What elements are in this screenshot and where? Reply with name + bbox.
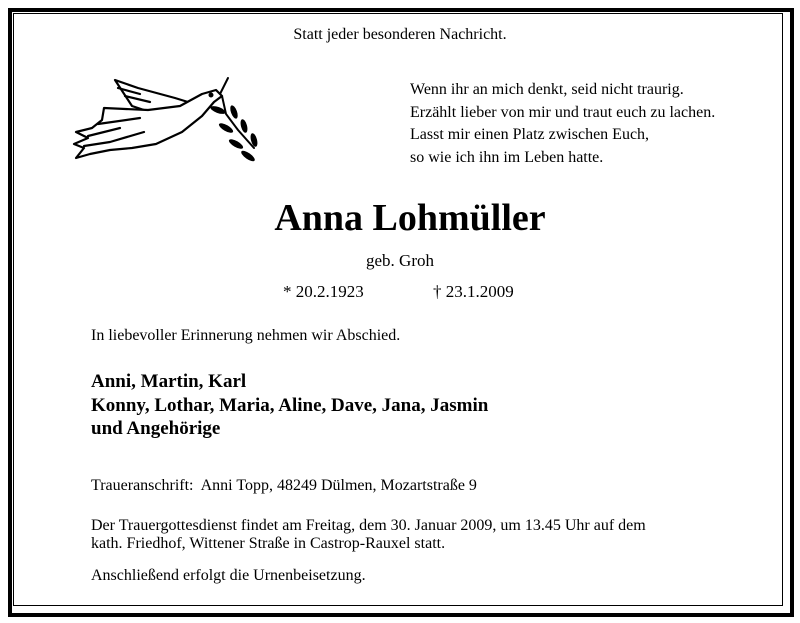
poem-line: so wie ich ihn im Leben hatte. [410,148,604,166]
poem-line: Lasst mir einen Platz zwischen Euch, [410,126,650,143]
header-notice: Statt jeder besonderen Nachricht. [293,26,507,43]
birth-name: geb. Groh [366,251,434,270]
service-line: kath. Friedhof, Wittener Straße in Castrop-Rauxel statt. [91,535,446,552]
deceased-name: Anna Lohmüller [274,197,546,239]
family-line: Konny, Lothar, Maria, Aline, Dave, Jana, Jasmin [91,394,489,416]
family-line: und Angehörige [91,418,221,439]
poem-line: Wenn ihr an mich denkt, seid nicht traurig. [410,81,684,98]
mourning-address: Traueranschrift: Anni Topp, 48249 Dülmen, Mozartstraße 9 [91,477,477,494]
poem [410,79,715,169]
farewell-text: In liebevoller Erinnerung nehmen wir Abschied. [91,327,401,344]
death-date: † 23.1.2009 [433,282,514,301]
poem-line: Erzählt lieber von mir und traut euch zu lachen. [410,103,716,121]
family-line: Anni, Martin, Karl [91,371,247,392]
service-info [91,517,646,553]
birth-date: * 20.2.1923 [283,282,364,301]
final-note: Anschließend erfolgt die Urnenbeisetzung. [91,567,366,584]
family-names [91,370,488,441]
service-line: Der Trauergottesdienst findet am Freitag, dem 30. Januar 2009, um 13.45 Uhr auf dem [91,517,646,534]
dove-with-olive-branch-icon [70,70,260,180]
